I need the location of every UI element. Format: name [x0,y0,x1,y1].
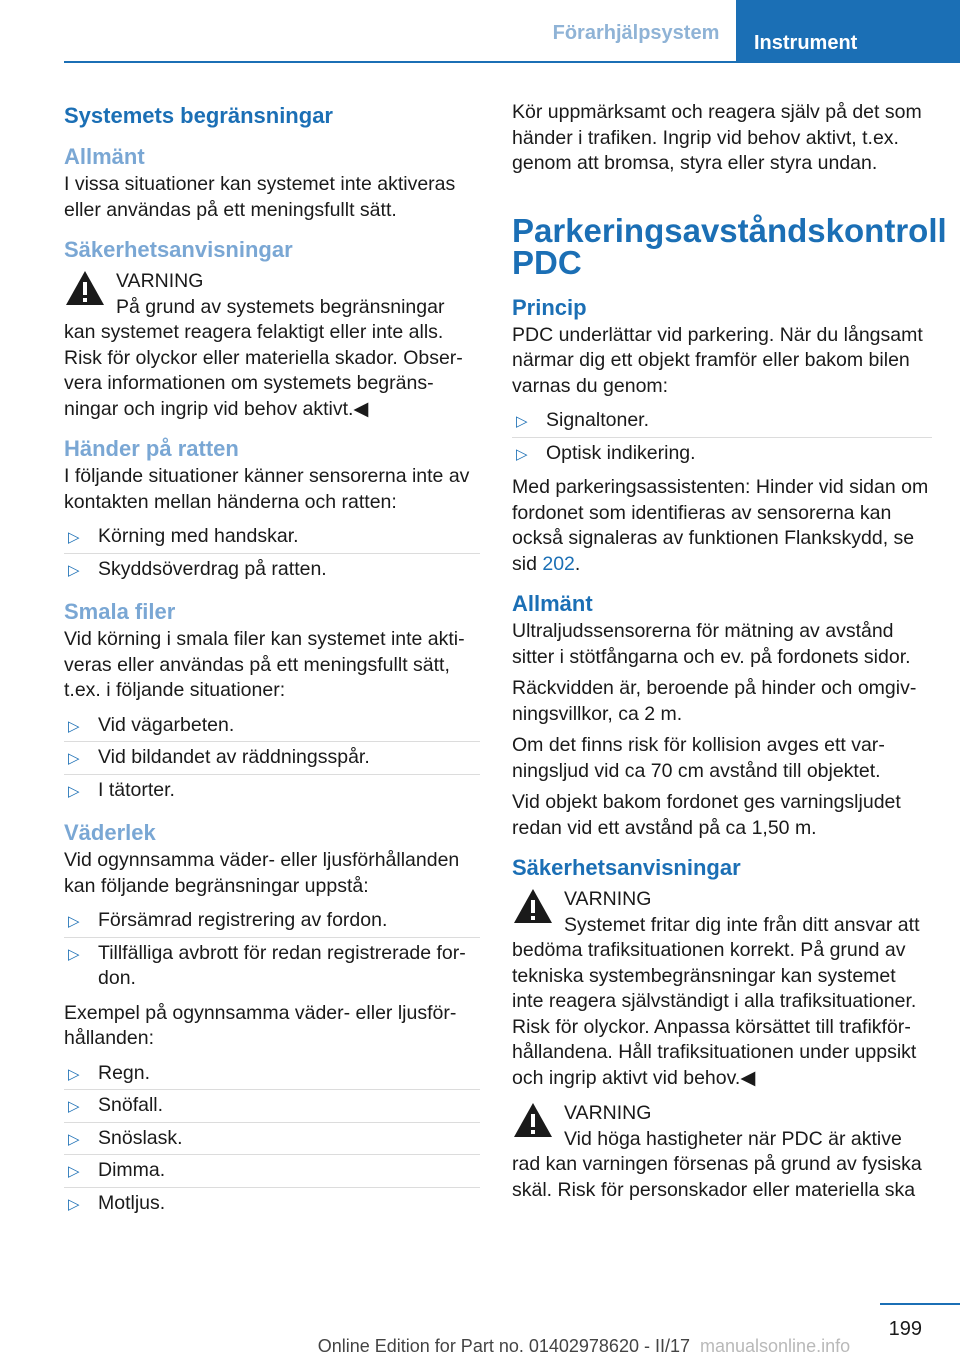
right-column [512,100,947,1213]
general-text: I vissa situationer kan systemet inte aktiveras eller användas på ett meningsfullt sätt. [64,173,456,221]
warning-label: VARNING [564,888,652,910]
warning-triangle-icon [64,269,106,307]
warning-text: kan systemet reagera felaktigt eller inte alls. Risk för olyckor eller materiella skador. Observera informationen om systemets begränsningar och ingrip vid behov aktivt.◀ [64,321,463,420]
list-item: ▷ Vid bildandet av räddningsspår. [64,742,480,775]
weather-examples-list [64,1058,480,1220]
principle-text: PDC underlättar vid parkering. När du långsamt närmar dig ett objekt framför eller bakom bilen varnas du genom: [512,323,923,397]
sensor-text: Ultraljudssensorerna för mätning av avstånd sitter i stötfångarna och ev. på fordonets sidor. [512,620,911,668]
weather-text: Vid ogynnsamma väder- eller ljusförhållanden kan följande begränsningar uppstå: [64,849,460,897]
list-item: ▷ Regn. [64,1058,480,1091]
list-item: ▷ Snöslask. [64,1123,480,1156]
warning-text-first: På grund av systemets begränsningar [116,295,445,318]
bullet-triangle-icon: ▷ [68,945,80,963]
hands-list [64,521,480,585]
warning-text-first: Systemet fritar dig inte från ditt ansvar att [564,913,920,936]
hands-text: I följande situationer känner sensorerna inte av kontakten mellan händerna och ratten: [64,465,470,513]
page-link-202[interactable]: 202 [542,552,575,575]
bullet-triangle-icon: ▷ [68,529,80,546]
range-text: Räckvidden är, beroende på hinder och omgivningsvillkor, ca 2 m. [512,677,917,725]
bullet-triangle-icon: ▷ [68,1195,80,1213]
section-title-limitations: Systemets begränsningar [64,103,333,128]
header-chapter-tab[interactable]: Instrument [736,0,960,62]
list-item: ▷ Dimma. [64,1155,480,1188]
bullet-triangle-icon: ▷ [68,561,80,579]
section-title-pdc: Parkeringsavståndskontroll PDC [512,211,947,281]
bullet-triangle-icon: ▷ [516,413,528,430]
bullet-triangle-icon: ▷ [68,782,80,800]
principle-list [512,405,932,469]
warning-text-first: Vid höga hastigheter när PDC är aktive [564,1127,902,1150]
warning-triangle-icon [512,1101,554,1139]
page-number-rule [880,1303,960,1305]
header-section-tab[interactable]: Förarhjälpsystem [552,22,720,44]
heading-principle: Princip [512,294,587,320]
warning-label: VARNING [564,1102,652,1124]
warning-label: VARNING [116,270,204,292]
list-item: ▷ Tillfälliga avbrott för redan registrerade fordon. [68,941,466,989]
list-item: ▷ Skyddsöverdrag på ratten. [64,554,480,586]
warning-text: rad kan varningen försenas på grund av fysiska skäl. Risk för personskador eller materiella ska [512,1153,922,1201]
bullet-triangle-icon: ▷ [68,717,80,735]
warning-text: bedöma trafiksituationen korrekt. På grund av tekniska systembegränsningar kan systemet inte reagera självständigt i alla trafiksituationer. Risk för olyckor. Anpassa körsättet till trafikförhållandena. Håll trafiksituationen under uppsikt och ingrip aktivt vid behov.◀ [512,939,917,1089]
list-item: ▷ I tätorter. [64,775,480,807]
page-header [0,0,960,62]
list-item: ▷ Vid vägarbeten. [64,710,480,743]
left-column [64,100,480,1225]
warning-block [64,269,480,422]
narrow-lanes-list [64,710,480,807]
warning-triangle-icon [512,887,554,925]
heading-general-pdc: Allmänt [512,591,593,616]
intro-text: Kör uppmärksamt och reagera själv på det som händer i trafiken. Ingrip vid behov aktivt, t.ex. genom att bromsa, styra eller styra undan. [512,101,922,174]
bullet-triangle-icon: ▷ [68,1098,80,1115]
narrow-lanes-text: Vid körning i smala filer kan systemet inte aktiveras eller användas på ett meningsfullt sätt, t.ex. i följande situationer: [64,628,465,701]
list-item: ▷ Snöfall. [64,1090,480,1123]
page-number: 199 [888,1318,922,1340]
list-item: ▷ Motljus. [64,1188,480,1220]
heading-safety: Säkerhetsanvisningar [64,237,293,262]
watermark-logo: manualsonline.info [700,1336,851,1356]
warning-block [512,1101,932,1203]
rear-object-text: Vid objekt bakom fordonet ges varningsljudet redan vid ett avstånd på ca 1,50 m. [512,791,901,839]
bullet-triangle-icon: ▷ [68,1163,80,1180]
header-rule [64,61,960,63]
heading-hands: Händer på ratten [64,436,239,461]
list-item: ▷ Optisk indikering. [512,438,932,470]
weather-list [64,905,480,995]
list-item: ▷ Signaltoner. [512,405,932,438]
warning-block [512,887,932,1091]
weather-examples-text: Exempel på ogynnsamma väder- eller ljusförhållanden: [64,1001,457,1049]
heading-safety-pdc: Säkerhetsanvisningar [512,855,741,880]
parking-assistant-text: Med parkeringsassistenten: Hinder vid sidan om fordonet som identifieras av sensorerna kan också signaleras av funktionen Flankskydd, se sid 202. [512,476,929,575]
bullet-triangle-icon: ▷ [68,1130,80,1148]
bullet-triangle-icon: ▷ [68,1065,80,1083]
bullet-triangle-icon: ▷ [68,750,80,767]
collision-text: Om det finns risk för kollision avges ett varningsljud vid ca 70 cm avstånd till objektet. [512,734,885,782]
bullet-triangle-icon: ▷ [68,913,80,930]
heading-narrow-lanes: Smala filer [64,599,176,624]
heading-weather: Väderlek [64,820,156,845]
edition-text: Online Edition for Part no. 01402978620 - II/17 [317,1336,690,1356]
list-item: ▷ Körning med handskar. [64,521,480,554]
heading-general: Allmänt [64,144,145,169]
bullet-triangle-icon: ▷ [516,445,528,463]
list-item: ▷ Försämrad registrering av fordon. [64,905,480,938]
